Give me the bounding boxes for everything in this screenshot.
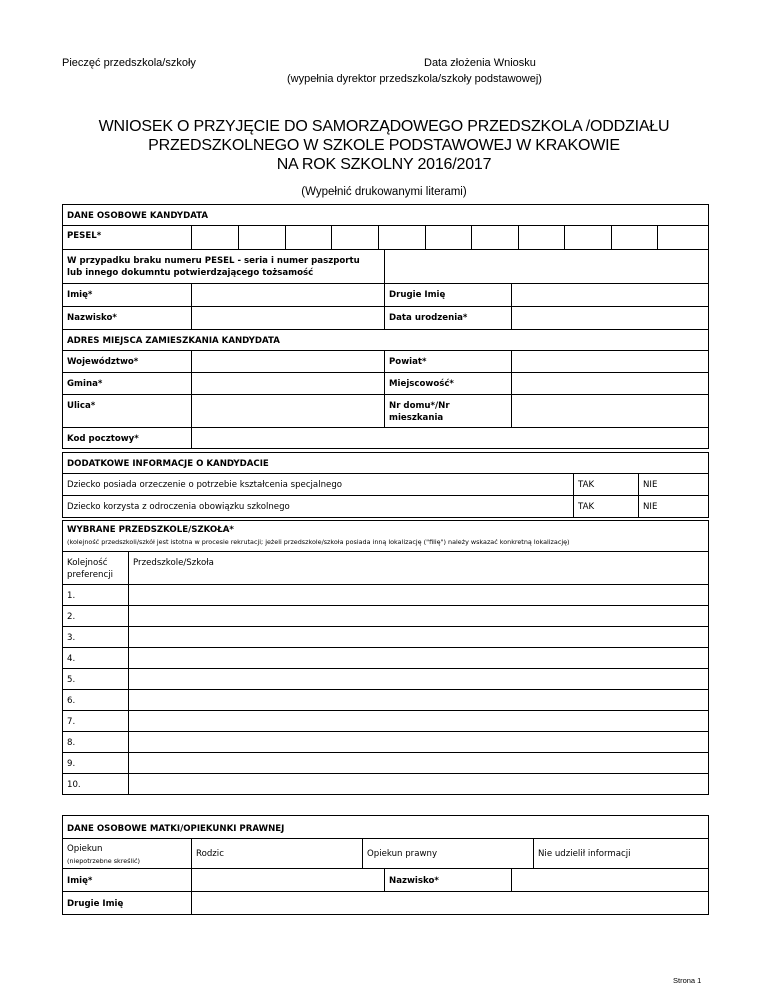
guardian-option-no-info[interactable] bbox=[533, 838, 709, 869]
pesel-digit-8[interactable] bbox=[518, 225, 565, 250]
pesel-digit-11[interactable] bbox=[657, 225, 709, 250]
street-label: Ulica* bbox=[67, 401, 96, 411]
postal-code-label: Kod pocztowy* bbox=[67, 434, 139, 444]
passport-label-line1: W przypadku braku numeru PESEL - seria i numer paszportu bbox=[67, 256, 360, 266]
postal-code-input[interactable] bbox=[191, 427, 709, 449]
passport-label-cell bbox=[62, 249, 385, 284]
surname-label-cell bbox=[62, 306, 192, 330]
deferral-yes-label: TAK bbox=[578, 502, 595, 512]
preference-school-header: Przedszkole/Szkoła bbox=[133, 558, 214, 568]
birth-date-input[interactable] bbox=[511, 306, 709, 330]
house-number-label-cell bbox=[384, 394, 512, 428]
guardian-note: (niepotrzebne skreślić) bbox=[67, 857, 141, 865]
commune-input[interactable] bbox=[191, 372, 385, 395]
voivodeship-label-cell bbox=[62, 350, 192, 373]
preference-order-cell bbox=[62, 626, 129, 648]
county-label-cell bbox=[384, 350, 512, 373]
preference-order-header-cell bbox=[62, 551, 129, 585]
special-education-yes[interactable] bbox=[573, 473, 639, 496]
guardian-label: Opiekun bbox=[67, 844, 103, 854]
passport-label-line2: lub innego dokumntu potwierdzającego tożsamość bbox=[67, 268, 314, 278]
guardian-label-cell bbox=[62, 838, 192, 869]
passport-input[interactable] bbox=[384, 249, 709, 284]
preference-order-number: 1. bbox=[67, 591, 76, 601]
special-education-yes-label: TAK bbox=[578, 480, 595, 490]
guardian-option-legal[interactable] bbox=[362, 838, 534, 869]
pesel-digit-7[interactable] bbox=[471, 225, 519, 250]
pesel-digit-9[interactable] bbox=[564, 225, 612, 250]
guardian-option-parent-label: Rodzic bbox=[196, 849, 224, 859]
mother-surname-label-cell bbox=[384, 868, 512, 892]
special-education-no-label: NIE bbox=[643, 480, 658, 490]
deferral-question-cell bbox=[62, 495, 574, 518]
page-number: Strona 1 bbox=[673, 976, 702, 985]
deferral-no-label: NIE bbox=[643, 502, 658, 512]
pesel-digit-5[interactable] bbox=[378, 225, 426, 250]
preference-school-input[interactable] bbox=[128, 710, 709, 732]
locality-input[interactable] bbox=[511, 372, 709, 395]
preference-school-input[interactable] bbox=[128, 731, 709, 753]
preference-order-header-line2: preferencji bbox=[67, 570, 113, 580]
preference-order-header-line1: Kolejność bbox=[67, 558, 108, 568]
additional-section-header bbox=[62, 452, 709, 474]
mother-second-name-input[interactable] bbox=[191, 891, 709, 915]
preference-order-cell bbox=[62, 584, 129, 606]
street-label-cell bbox=[62, 394, 192, 428]
preference-school-input[interactable] bbox=[128, 668, 709, 690]
deferral-no[interactable] bbox=[638, 495, 709, 518]
preference-order-number: 7. bbox=[67, 717, 76, 727]
preference-school-input[interactable] bbox=[128, 773, 709, 795]
commune-label-cell bbox=[62, 372, 192, 395]
second-name-label-cell bbox=[384, 283, 512, 307]
street-input[interactable] bbox=[191, 394, 385, 428]
preference-order-cell bbox=[62, 647, 129, 669]
deferral-question: Dziecko korzysta z odroczenia obowiązku szkolnego bbox=[67, 502, 290, 512]
deferral-yes[interactable] bbox=[573, 495, 639, 518]
additional-section-title: DODATKOWE INFORMACJE O KANDYDACIE bbox=[67, 459, 269, 469]
preference-order-cell bbox=[62, 689, 129, 711]
submission-date-note: (wypełnia dyrektor przedszkola/szkoły podstawowej) bbox=[287, 73, 542, 85]
house-number-input[interactable] bbox=[511, 394, 709, 428]
special-education-no[interactable] bbox=[638, 473, 709, 496]
preference-order-number: 9. bbox=[67, 759, 76, 769]
preference-school-input[interactable] bbox=[128, 752, 709, 774]
stamp-label: Pieczęć przedszkola/szkoły bbox=[62, 57, 196, 69]
first-name-input[interactable] bbox=[191, 283, 385, 307]
house-number-label-line2: mieszkania bbox=[389, 413, 444, 423]
mother-second-name-label: Drugie Imię bbox=[67, 899, 124, 909]
preference-order-cell bbox=[62, 773, 129, 795]
preference-school-input[interactable] bbox=[128, 626, 709, 648]
preference-order-number: 5. bbox=[67, 675, 76, 685]
guardian-option-legal-label: Opiekun prawny bbox=[367, 849, 438, 859]
address-section-title: ADRES MIEJSCA ZAMIESZKANIA KANDYDATA bbox=[67, 336, 280, 346]
second-name-label: Drugie Imię bbox=[389, 290, 446, 300]
mother-surname-label: Nazwisko* bbox=[389, 876, 439, 886]
mother-first-name-input[interactable] bbox=[191, 868, 385, 892]
voivodeship-label: Województwo* bbox=[67, 357, 139, 367]
mother-first-name-label-cell bbox=[62, 868, 192, 892]
instruction: (Wypełnić drukowanymi literami) bbox=[301, 186, 467, 198]
preference-school-input[interactable] bbox=[128, 605, 709, 627]
preference-order-cell bbox=[62, 605, 129, 627]
pesel-digit-2[interactable] bbox=[238, 225, 286, 250]
mother-first-name-label: Imię* bbox=[67, 876, 93, 886]
mother-section-header bbox=[62, 815, 709, 839]
mother-section-title: DANE OSOBOWE MATKI/OPIEKUNKI PRAWNEJ bbox=[67, 824, 285, 834]
county-label: Powiat* bbox=[389, 357, 427, 367]
address-section-header bbox=[62, 329, 709, 351]
submission-date-label: Data złożenia Wniosku bbox=[424, 57, 536, 69]
pesel-label-cell bbox=[62, 225, 192, 250]
special-education-question: Dziecko posiada orzeczenie o potrzebie kształcenia specjalnego bbox=[67, 480, 343, 490]
pesel-digit-6[interactable] bbox=[425, 225, 472, 250]
form-title-line3: NA ROK SZKOLNY 2016/2017 bbox=[276, 156, 492, 173]
form-title-line1: WNIOSEK O PRZYJĘCIE DO SAMORZĄDOWEGO PRZEDSZKOLA /ODDZIAŁU bbox=[98, 118, 670, 135]
preference-order-cell bbox=[62, 710, 129, 732]
preferences-section-header bbox=[62, 520, 709, 552]
preference-order-number: 3. bbox=[67, 633, 76, 643]
preference-order-number: 6. bbox=[67, 696, 76, 706]
county-input[interactable] bbox=[511, 350, 709, 373]
preferences-section-title: WYBRANE PRZEDSZKOLE/SZKOŁA* bbox=[67, 525, 234, 535]
preference-order-number: 10. bbox=[67, 780, 81, 790]
first-name-label: Imię* bbox=[67, 290, 93, 300]
surname-input[interactable] bbox=[191, 306, 385, 330]
voivodeship-input[interactable] bbox=[191, 350, 385, 373]
pesel-digit-3[interactable] bbox=[285, 225, 332, 250]
locality-label: Miejscowość* bbox=[389, 379, 454, 389]
guardian-option-parent[interactable] bbox=[191, 838, 363, 869]
preference-school-header-cell bbox=[128, 551, 709, 585]
preference-order-cell bbox=[62, 668, 129, 690]
preference-order-cell bbox=[62, 752, 129, 774]
candidate-section-header bbox=[62, 204, 709, 226]
postal-code-label-cell bbox=[62, 427, 192, 449]
pesel-digit-4[interactable] bbox=[331, 225, 379, 250]
preference-school-input[interactable] bbox=[128, 584, 709, 606]
preference-school-input[interactable] bbox=[128, 647, 709, 669]
mother-surname-input[interactable] bbox=[511, 868, 709, 892]
birth-date-label: Data urodzenia* bbox=[389, 313, 468, 323]
guardian-option-no-info-label: Nie udzielił informacji bbox=[538, 849, 631, 859]
preference-order-number: 2. bbox=[67, 612, 76, 622]
locality-label-cell bbox=[384, 372, 512, 395]
preference-order-number: 8. bbox=[67, 738, 76, 748]
preference-order-cell bbox=[62, 731, 129, 753]
pesel-label: PESEL* bbox=[67, 231, 102, 241]
preference-order-number: 4. bbox=[67, 654, 76, 664]
commune-label: Gmina* bbox=[67, 379, 103, 389]
preferences-note: (kolejność przedszkoli/szkół jest istotna w procesie rekrutacji; jeżeli przedszkole/szkoła posiada inną lokalizację ("filię") należy wskazać konkretną lokalizację) bbox=[67, 538, 570, 546]
first-name-label-cell bbox=[62, 283, 192, 307]
mother-second-name-label-cell bbox=[62, 891, 192, 915]
surname-label: Nazwisko* bbox=[67, 313, 117, 323]
preference-school-input[interactable] bbox=[128, 689, 709, 711]
second-name-input[interactable] bbox=[511, 283, 709, 307]
pesel-digit-1[interactable] bbox=[191, 225, 239, 250]
pesel-digit-10[interactable] bbox=[611, 225, 658, 250]
form-title-line2: PRZEDSZKOLNEGO W SZKOLE PODSTAWOWEJ W KRAKOWIE bbox=[148, 137, 620, 154]
candidate-section-title: DANE OSOBOWE KANDYDATA bbox=[67, 211, 209, 221]
house-number-label-line1: Nr domu*/Nr bbox=[389, 401, 450, 411]
birth-date-label-cell bbox=[384, 306, 512, 330]
special-education-question-cell bbox=[62, 473, 574, 496]
